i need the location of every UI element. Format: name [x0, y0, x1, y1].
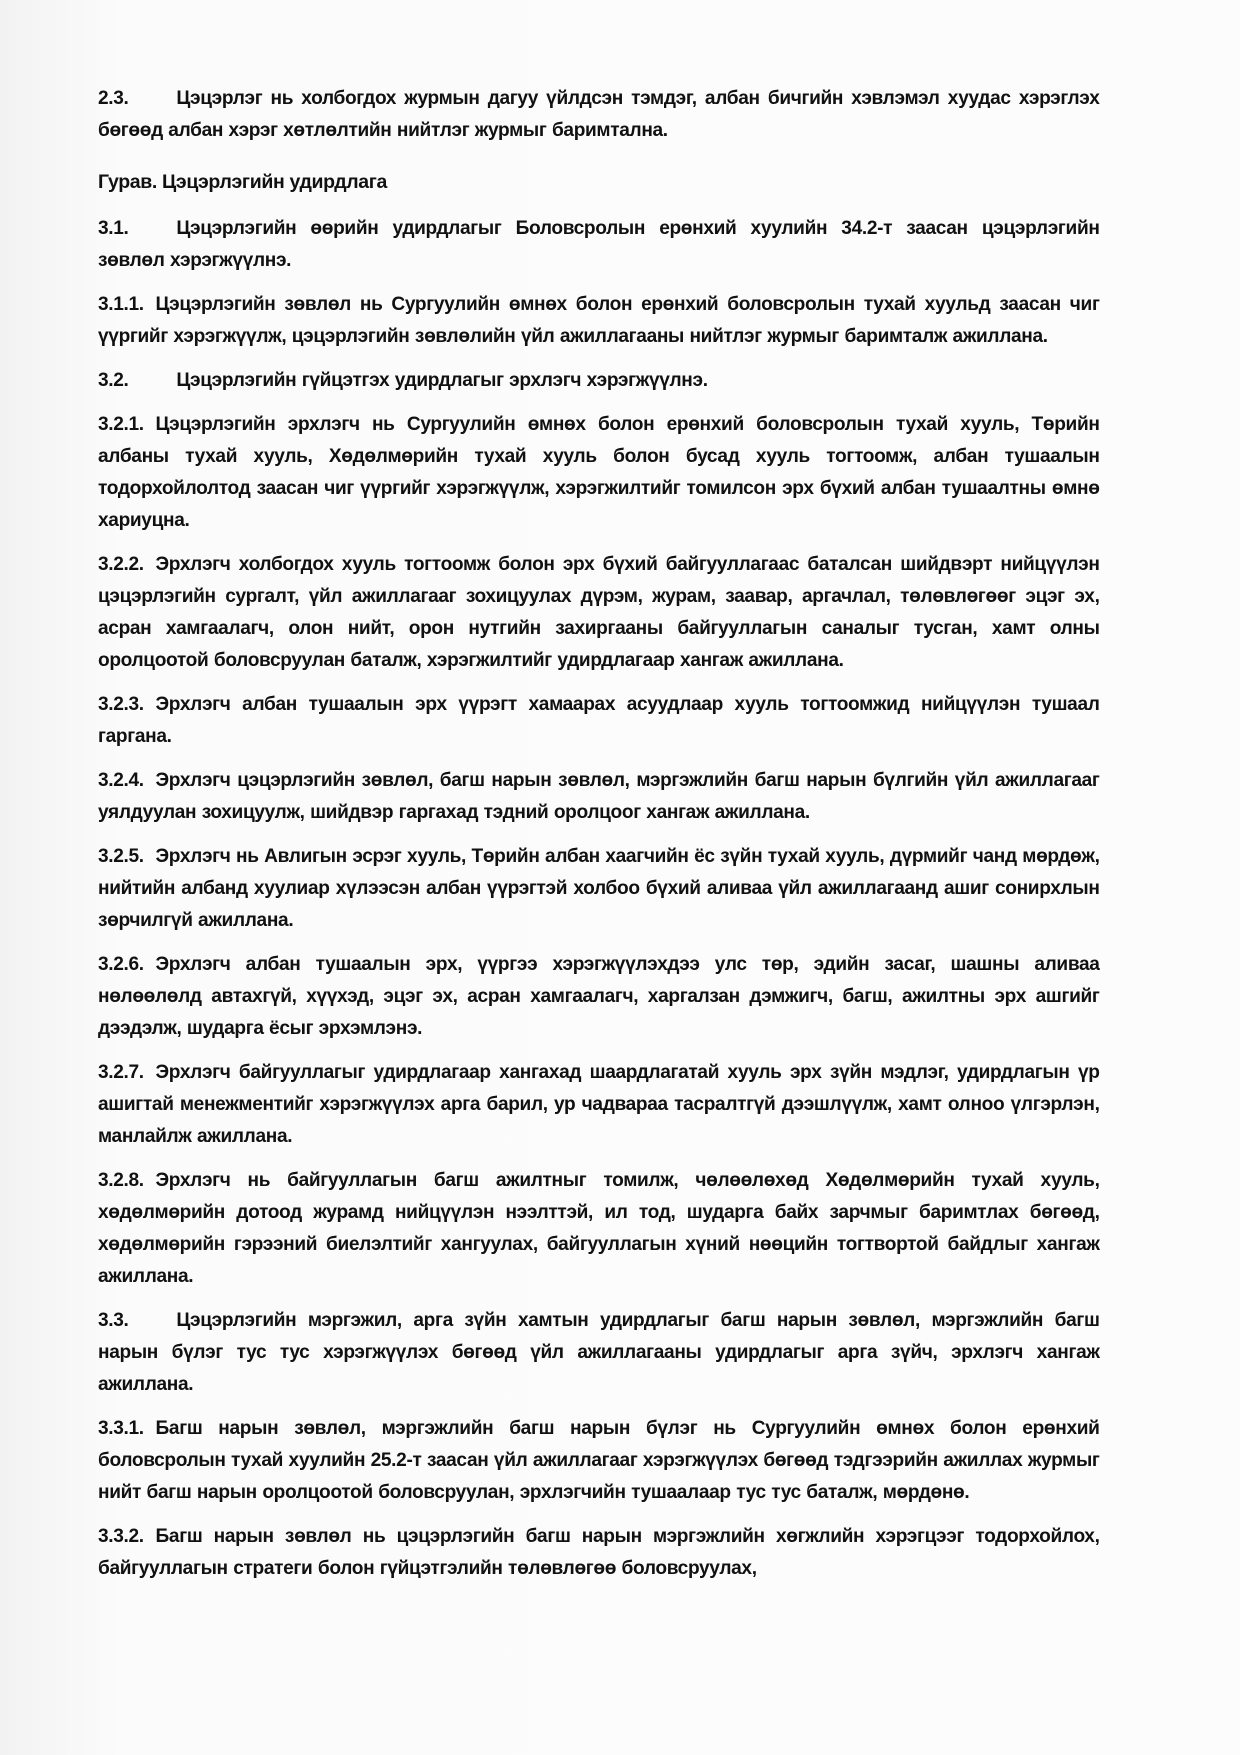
paragraph-text: Эрхлэгч нь Авлигын эсрэг хууль, Төрийн албан хаагчийн ёс зүйн тухай хууль, дүрмийг чанд мөрдөж, нийтийн албанд хуулиар хүлээсэн албан үүрэгтэй холбоо бүхий аливаа үйл ажиллагаанд ашиг сонирхлын зөрчилгүй ажиллана.	[98, 845, 1100, 931]
paragraph-3-1-1	[98, 288, 1100, 352]
paragraph-number: 3.3.1.	[98, 1417, 144, 1439]
paragraph-text: Эрхлэгч албан тушаалын эрх үүрэгт хамаарах асуудлаар хууль тогтоомжид нийцүүлэн тушаал гаргана.	[98, 693, 1100, 747]
paragraph-number: 2.3.	[98, 87, 129, 109]
paragraph-number: 3.2.5.	[98, 845, 144, 867]
paragraph-text: Багш нарын зөвлөл нь цэцэрлэгийн багш нарын мэргэжлийн хөгжлийн хэрэгцээг тодорхойлох, байгууллагын стратеги болон гүйцэтгэлийн төлөвлөгөө боловсруулах,	[98, 1525, 1100, 1579]
paragraph-3-3	[98, 1304, 1100, 1400]
paragraph-number: 3.1.1.	[98, 293, 144, 315]
paragraph-text: Эрхлэгч албан тушаалын эрх, үүргээ хэрэгжүүлэхдээ улс төр, эдийн засаг, шашны аливаа нөлөөлөлд автахгүй, хүүхэд, эцэг эх, асран хамгаалагч, харгалзан дэмжигч, багш, ажилтны эрх ашгийг дээдэлж, шударга ёсыг эрхэмлэнэ.	[98, 953, 1100, 1039]
paragraph-number: 3.2.1.	[98, 413, 144, 435]
paragraph-text: Цэцэрлэгийн гүйцэтгэх удирдлагыг эрхлэгч хэрэгжүүлнэ.	[176, 369, 708, 391]
paragraph-3-2-8	[98, 1164, 1100, 1292]
paragraph-number: 3.2.8.	[98, 1169, 144, 1191]
paragraph-number: 3.1.	[98, 217, 129, 239]
paragraph-number: 3.2.7.	[98, 1061, 144, 1083]
paragraph-3-2-1	[98, 408, 1100, 536]
paragraph-3-2-2	[98, 548, 1100, 676]
paragraph-number: 3.2.	[98, 369, 129, 391]
paragraph-number: 3.3.2.	[98, 1525, 144, 1547]
paragraph-text: Цэцэрлэгийн өөрийн удирдлагыг Боловсролын ерөнхий хуулийн 34.2-т заасан цэцэрлэгийн зөвлөл хэрэгжүүлнэ.	[98, 217, 1100, 271]
paragraph-3-2-5	[98, 840, 1100, 936]
paragraph-3-1	[98, 212, 1100, 276]
paragraph-text: Цэцэрлэг нь холбогдох журмын дагуу үйлдсэн тэмдэг, албан бичгийн хэвлэмэл хуудас хэрэглэх бөгөөд албан хэрэг хөтлөлтийн нийтлэг журмыг баримтална.	[98, 87, 1100, 141]
paragraph-number: 3.2.4.	[98, 769, 144, 791]
document-body	[98, 82, 1120, 1596]
paragraph-3-2-3	[98, 688, 1100, 752]
paragraph-3-3-1	[98, 1412, 1100, 1508]
paragraph-3-2-7	[98, 1056, 1100, 1152]
paragraph-text: Эрхлэгч нь байгууллагын багш ажилтныг томилж, чөлөөлөхөд Хөдөлмөрийн тухай хууль, хөдөлмөрийн дотоод журамд нийцүүлэн нээлттэй, ил тод, шударга байх зарчмыг баримтлах бөгөөд, хөдөлмөрийн гэрээний биелэлтийг хангуулах, байгууллагын хүний нөөцийн тогтвортой байдлыг хангаж ажиллана.	[98, 1169, 1100, 1287]
section-heading: Гурав. Цэцэрлэгийн удирдлага	[98, 171, 388, 193]
paragraph-number: 3.2.2.	[98, 553, 144, 575]
paragraph-text: Эрхлэгч цэцэрлэгийн зөвлөл, багш нарын зөвлөл, мэргэжлийн багш нарын бүлгийн үйл ажиллагааг уялдуулан зохицуулж, шийдвэр гаргахад тэдний оролцоог хангаж ажиллана.	[98, 769, 1100, 823]
paragraph-text: Цэцэрлэгийн мэргэжил, арга зүйн хамтын удирдлагыг багш нарын зөвлөл, мэргэжлийн багш нарын бүлэг тус тус хэрэгжүүлэх бөгөөд үйл ажиллагааны удирдлагыг арга зүйч, эрхлэгч хангаж ажиллана.	[98, 1309, 1100, 1395]
paragraph-text: Цэцэрлэгийн эрхлэгч нь Сургуулийн өмнөх болон ерөнхий боловсролын тухай хууль, Төрийн албаны тухай хууль, Хөдөлмөрийн тухай хууль болон бусад хууль тогтоомж, албан тушаалын тодорхойлолтод заасан чиг үүргийг хэрэгжүүлж, хэрэгжилтийг томилсон эрх бүхий албан тушаалтны өмнө хариуцна.	[98, 413, 1100, 531]
paragraph-3-2	[98, 364, 1100, 396]
paragraph-2-3	[98, 82, 1100, 146]
paragraph-text: Багш нарын зөвлөл, мэргэжлийн багш нарын бүлэг нь Сургуулийн өмнөх болон ерөнхий боловсролын тухай хуулийн 25.2-т заасан үйл ажиллагааг хэрэгжүүлэх бөгөөд тэдгээрийн ажиллах журмыг нийт багш нарын оролцоотой боловсруулан, эрхлэгчийн тушаалаар тус тус баталж, мөрдөнө.	[98, 1417, 1100, 1503]
paragraph-text: Эрхлэгч холбогдох хууль тогтоомж болон эрх бүхий байгууллагаас баталсан шийдвэрт нийцүүлэн цэцэрлэгийн сургалт, үйл ажиллагааг зохицуулах дүрэм, журам, заавар, аргачлал, төлөвлөгөөг эцэг эх, асран хамгаалагч, олон нийт, орон нутгийн захиргааны байгууллагын саналыг тусган, хамт олны оролцоотой боловсруулан баталж, хэрэгжилтийг удирдлагаар хангаж ажиллана.	[98, 553, 1100, 671]
paragraph-3-2-4	[98, 764, 1100, 828]
paragraph-number: 3.2.6.	[98, 953, 144, 975]
paragraph-number: 3.2.3.	[98, 693, 144, 715]
paragraph-text: Эрхлэгч байгууллагыг удирдлагаар хангахад шаардлагатай хууль эрх зүйн мэдлэг, удирдлагын үр ашигтай менежментийг хэрэгжүүлэх арга барил, ур чадвараа тасралтгүй дээшлүүлж, хамт олноо үлгэрлэн, манлайлж ажиллана.	[98, 1061, 1100, 1147]
paragraph-text: Цэцэрлэгийн зөвлөл нь Сургуулийн өмнөх болон ерөнхий боловсролын тухай хуульд заасан чиг үүргийг хэрэгжүүлж, цэцэрлэгийн зөвлөлийн үйл ажиллагааны нийтлэг журмыг баримталж ажиллана.	[98, 293, 1100, 347]
paragraph-3-2-6	[98, 948, 1100, 1044]
paragraph-3-3-2	[98, 1520, 1100, 1584]
paragraph-number: 3.3.	[98, 1309, 129, 1331]
